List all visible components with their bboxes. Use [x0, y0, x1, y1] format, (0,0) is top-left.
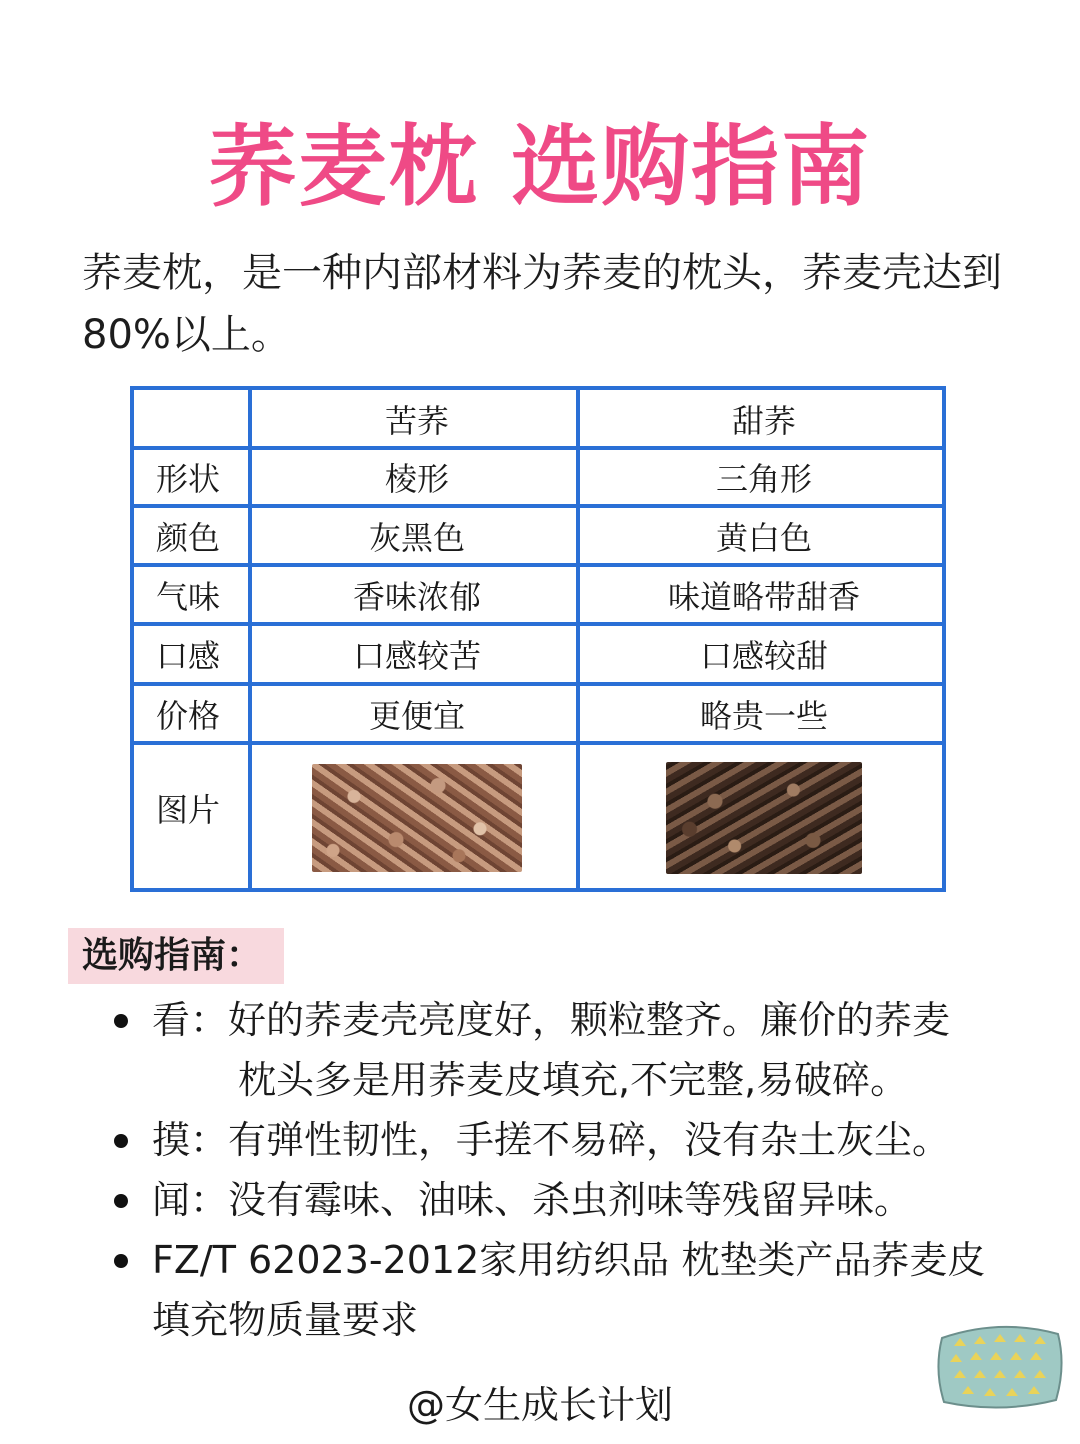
bullet-icon: [114, 1134, 128, 1148]
ku-qiao-husk-photo: [312, 764, 522, 872]
header-ku-qiao: 苦荞: [384, 402, 449, 440]
bullet-icon: [114, 1014, 128, 1028]
table-header-row: [134, 390, 942, 448]
list-item-text: 填充物质量要求: [152, 1298, 419, 1342]
intro-text: 荞麦枕，是一种内部材料为荞麦的枕头，荞麦壳达到80%以上。: [82, 250, 1002, 358]
pillow-icon: [934, 1316, 1066, 1416]
table-row: [134, 507, 942, 565]
row-label: 形状: [156, 460, 221, 498]
row-value-b: 三角形: [715, 460, 812, 498]
guide-heading: 选购指南：: [68, 928, 284, 984]
row-label: 口感: [156, 637, 221, 675]
row-label: 图片: [156, 791, 221, 829]
row-value-b: 口感较甜: [699, 637, 828, 675]
row-label: 气味: [156, 578, 221, 616]
tian-qiao-husk-photo: [666, 762, 862, 874]
row-value-a: 棱形: [384, 460, 449, 498]
guide-list: [110, 990, 1030, 1350]
header-tian-qiao: 甜荞: [731, 402, 796, 440]
table-row: [134, 625, 942, 683]
row-label: 颜色: [156, 519, 221, 557]
row-label: 价格: [156, 697, 221, 735]
ku-qiao-photo-cell: [254, 745, 580, 890]
row-value-b: 味道略带甜香: [667, 578, 860, 616]
bullet-icon: [114, 1254, 128, 1268]
list-item-text: 闻：没有霉味、油味、杀虫剂味等残留异味。: [152, 1178, 913, 1222]
table-row: [134, 448, 942, 506]
author-handle: @女生成长计划: [406, 1383, 673, 1427]
list-item: [110, 1110, 1030, 1170]
comparison-table: [130, 386, 946, 892]
bullet-icon: [114, 1194, 128, 1208]
list-item: [110, 1230, 1030, 1350]
table-image-row: [134, 745, 942, 890]
tian-qiao-photo-cell: [582, 745, 946, 890]
list-item: [110, 1170, 1030, 1230]
table-row: [134, 685, 942, 743]
list-item: [110, 990, 1030, 1110]
row-value-b: 黄白色: [715, 519, 812, 557]
list-item-text: 摸：有弹性韧性，手搓不易碎，没有杂土灰尘。: [152, 1118, 951, 1162]
list-item-text: 枕头多是用荞麦皮填充,不完整,易破碎。: [238, 1058, 909, 1102]
list-item-text: FZ/T 62023-2012家用纺织品 枕垫类产品荞麦皮: [152, 1238, 986, 1282]
list-item-text: 看：好的荞麦壳亮度好，颗粒整齐。廉价的荞麦: [152, 998, 951, 1042]
row-value-b: 略贵一些: [699, 697, 828, 735]
page-title: 荞麦枕 选购指南: [208, 115, 872, 218]
table-row: [134, 566, 942, 624]
row-value-a: 口感较苦: [352, 637, 481, 675]
row-value-a: 更便宜: [368, 697, 465, 735]
row-value-a: 灰黑色: [368, 519, 465, 557]
row-value-a: 香味浓郁: [352, 578, 481, 616]
